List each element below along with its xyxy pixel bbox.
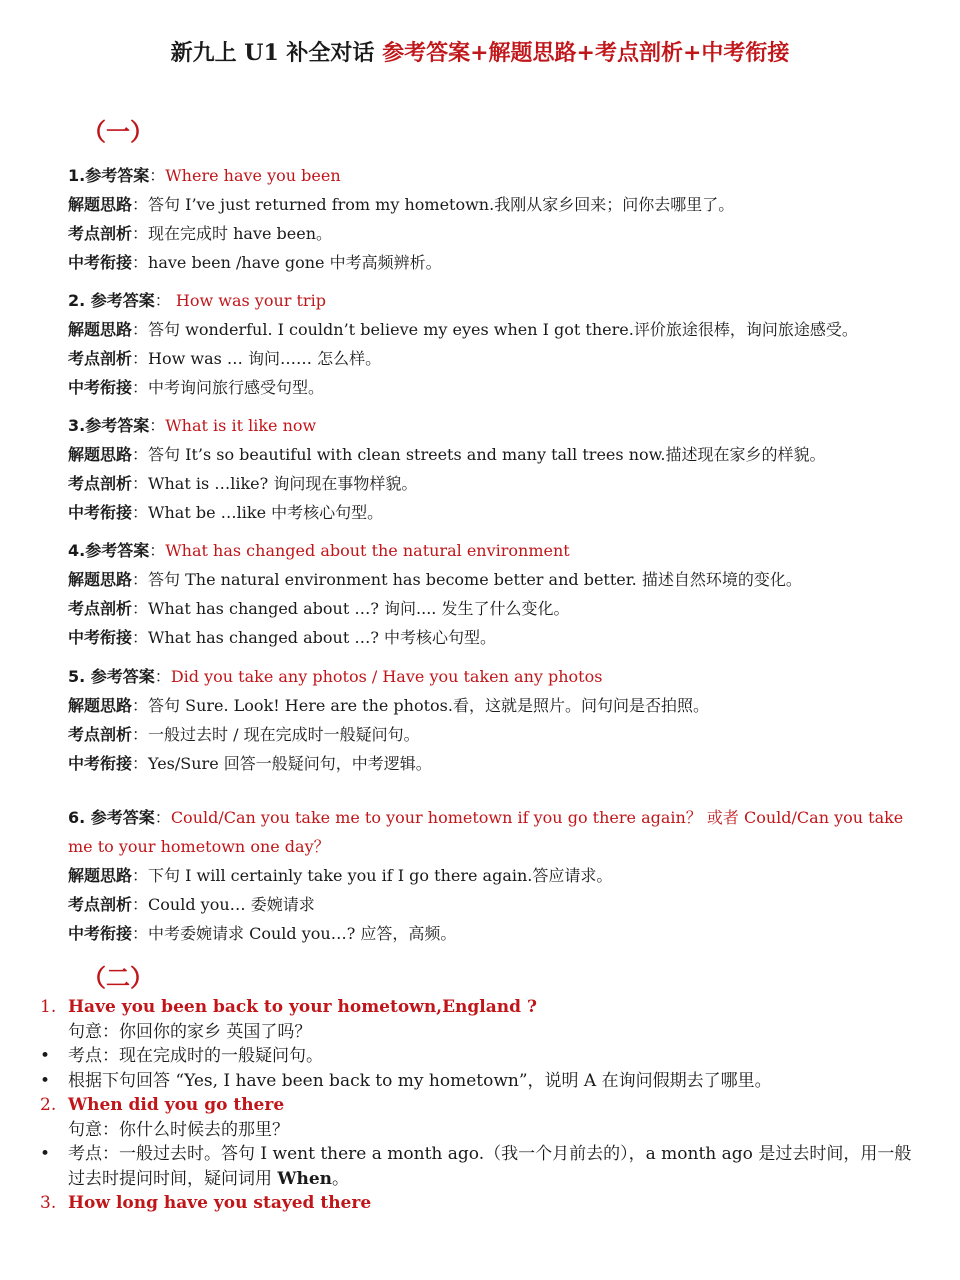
question-text: Have you been back to your hometown,England ? [68,997,537,1017]
meaning-text: 句意：你什么时候去的那里？ [68,1119,289,1140]
note-keyword: When [277,1168,333,1189]
page-title [0,36,960,67]
bullet-icon: • [40,1046,51,1066]
line-text: Yes/Sure 回答一般疑问句，中考逻辑。 [148,754,432,773]
section-heading-1: （一） [82,118,154,146]
item-number-label: 2. 参考答案 [68,291,155,310]
answer-item-5: 5. 参考答案：Did you take any photos / Have you taken any photos 解题思路：答句 Sure. Look! Here are the photos.看，这就是照片。问句问是否拍照。 考点剖析：一般过去时 / 现在完成时一般疑问句。 中考衔接：Yes/Sure 回答一般疑问句，中考逻辑。 [68,667,709,773]
line-label: 解题思路 [68,696,133,715]
list-item [36,1142,926,1191]
line-text: have been /have gone 中考高频辨析。 [148,253,442,272]
line-text: 现在完成时 have been。 [148,224,333,243]
list-item [36,995,926,1020]
list-item [36,1093,926,1118]
list-item [36,1069,926,1094]
line-text: 答句 I’ve just returned from my hometown.我刚从家乡回来；问你去哪里了。 [148,195,735,214]
item-number-label: 6. 参考答案 [68,808,155,827]
note-text: 根据下句回答 “Yes, I have been back to my hometown”，说明 A 在询问假期去了哪里。 [68,1070,772,1091]
line-label: 中考衔接 [68,628,133,647]
list-number: 1. [40,997,57,1017]
line-text: How was … 询问…… 怎么样。 [148,349,382,368]
answer-text: How was your trip [175,291,326,310]
bullet-icon: • [40,1144,51,1164]
note-end: 。 [332,1168,350,1189]
line-label: 中考衔接 [68,503,133,522]
line-text: 答句 It’s so beautiful with clean streets and many tall trees now.描述现在家乡的样貌。 [148,445,826,464]
line-text: What be …like 中考核心句型。 [148,503,384,522]
colon: ： [149,166,166,185]
list-number: 3. [40,1193,57,1213]
answer-text: Did you take any photos / Have you taken any photos [170,667,603,686]
answer-text: What has changed about the natural environment [165,541,570,560]
list-number: 2. [40,1095,57,1115]
line-label: 考点剖析 [68,725,133,744]
line-label: 解题思路 [68,195,133,214]
question-text: When did you go there [68,1095,285,1115]
question-text: How long have you stayed there [68,1193,372,1213]
line-text: What is …like? 询问现在事物样貌。 [148,474,418,493]
line-label: 解题思路 [68,320,133,339]
line-label: 中考衔接 [68,924,133,943]
answer-item-1: 1.参考答案：Where have you been 解题思路：答句 I’ve just returned from my hometown.我刚从家乡回来；问你去哪里了。 考点剖析：现在完成时 have been。 中考衔接：have been /have gone 中考高频辨析。 [68,166,735,272]
answer-text: Where have you been [165,166,341,185]
line-label: 考点剖析 [68,895,133,914]
item-number-label: 3.参考答案 [68,416,150,435]
answer-item-2: 2. 参考答案： How was your trip 解题思路：答句 wonderful. I couldn’t believe my eyes when I got there.评价旅途很棒，询问旅途感受。 考点剖析：How was … 询问…… 怎么样。 中考衔接：中考询问旅行感受句型。 [68,291,858,397]
note-text: 考点：现在完成时的一般疑问句。 [68,1046,323,1066]
answer-item-6: 6. 参考答案：Could/Can you take me to your hometown if you go there again？ 或者 Could/Can you take me to your hometown one day？ 解题思路：下句 I will certainly take you if I go there again.答应请求。 考点剖析：Could you… 委婉请求 中考衔接：中考委婉请求 Could you…? 应答，高频。 [68,808,904,943]
line-text: Could you… 委婉请求 [148,895,315,914]
line-label: 中考衔接 [68,378,133,397]
line-text: What has changed about …? 中考核心句型。 [148,628,497,647]
line-label: 考点剖析 [68,224,133,243]
line-label: 中考衔接 [68,253,133,272]
line-label: 中考衔接 [68,754,133,773]
line-text: 答句 Sure. Look! Here are the photos.看，这就是照片。问句问是否拍照。 [148,696,709,715]
line-label: 考点剖析 [68,599,133,618]
line-text: 答句 wonderful. I couldn’t believe my eyes when I got there.评价旅途很棒，询问旅途感受。 [148,320,858,339]
line-text: 一般过去时 / 现在完成时一般疑问句。 [148,725,420,744]
answer-item-3: 3.参考答案：What is it like now 解题思路：答句 It’s so beautiful with clean streets and many tall trees now.描述现在家乡的样貌。 考点剖析：What is …like? 询问现在事物样貌。 中考衔接：What be …like 中考核心句型。 [68,416,826,522]
bullet-icon: • [40,1070,51,1091]
item-number-label: 4.参考答案 [68,541,150,560]
line-label: 考点剖析 [68,349,133,368]
line-text: What has changed about …? 询问.... 发生了什么变化。 [148,599,570,618]
line-label: 解题思路 [68,445,133,464]
item-number-label: 5. 参考答案 [68,667,155,686]
line-text: 中考委婉请求 Could you…? 应答，高频。 [148,924,457,943]
section-heading-2: （二） [82,964,154,992]
answer-text: What is it like now [165,416,317,435]
title-highlight: 参考答案+解题思路+考点剖析+中考衔接 [382,40,790,66]
line-text: 答句 The natural environment has become better and better. 描述自然环境的变化。 [148,570,802,589]
line-label: 解题思路 [68,866,133,885]
list-item [36,1191,926,1216]
question-list [36,995,926,1216]
meaning-text: 句意：你回你的家乡 英国了吗？ [68,1021,312,1042]
note-text: 考点：一般过去时。答句 I went there a month ago.（我一个月前去的），a month ago 是过去时间，用一般过去时提问时间，疑问词用 [68,1144,912,1189]
line-label: 考点剖析 [68,474,133,493]
answer-text: Could/Can you take me to your hometown if you go there again？ 或者 Could/Can you take me to your hometown one day？ [68,808,904,856]
list-item [36,1044,926,1069]
answer-item-4: 4.参考答案：What has changed about the natural environment 解题思路：答句 The natural environment has become better and better. 描述自然环境的变化。 考点剖析：What has changed about …? 询问.... 发生了什么变化。 中考衔接：What has changed about …? 中考核心句型。 [68,541,802,647]
line-text: 中考询问旅行感受句型。 [148,378,325,397]
line-label: 解题思路 [68,570,133,589]
item-number-label: 1.参考答案 [68,166,150,185]
title-main: 新九上 U1 补全对话 [170,40,375,66]
line-text: 下句 I will certainly take you if I go there again.答应请求。 [148,866,613,885]
list-item [36,1020,926,1045]
list-item [36,1118,926,1143]
